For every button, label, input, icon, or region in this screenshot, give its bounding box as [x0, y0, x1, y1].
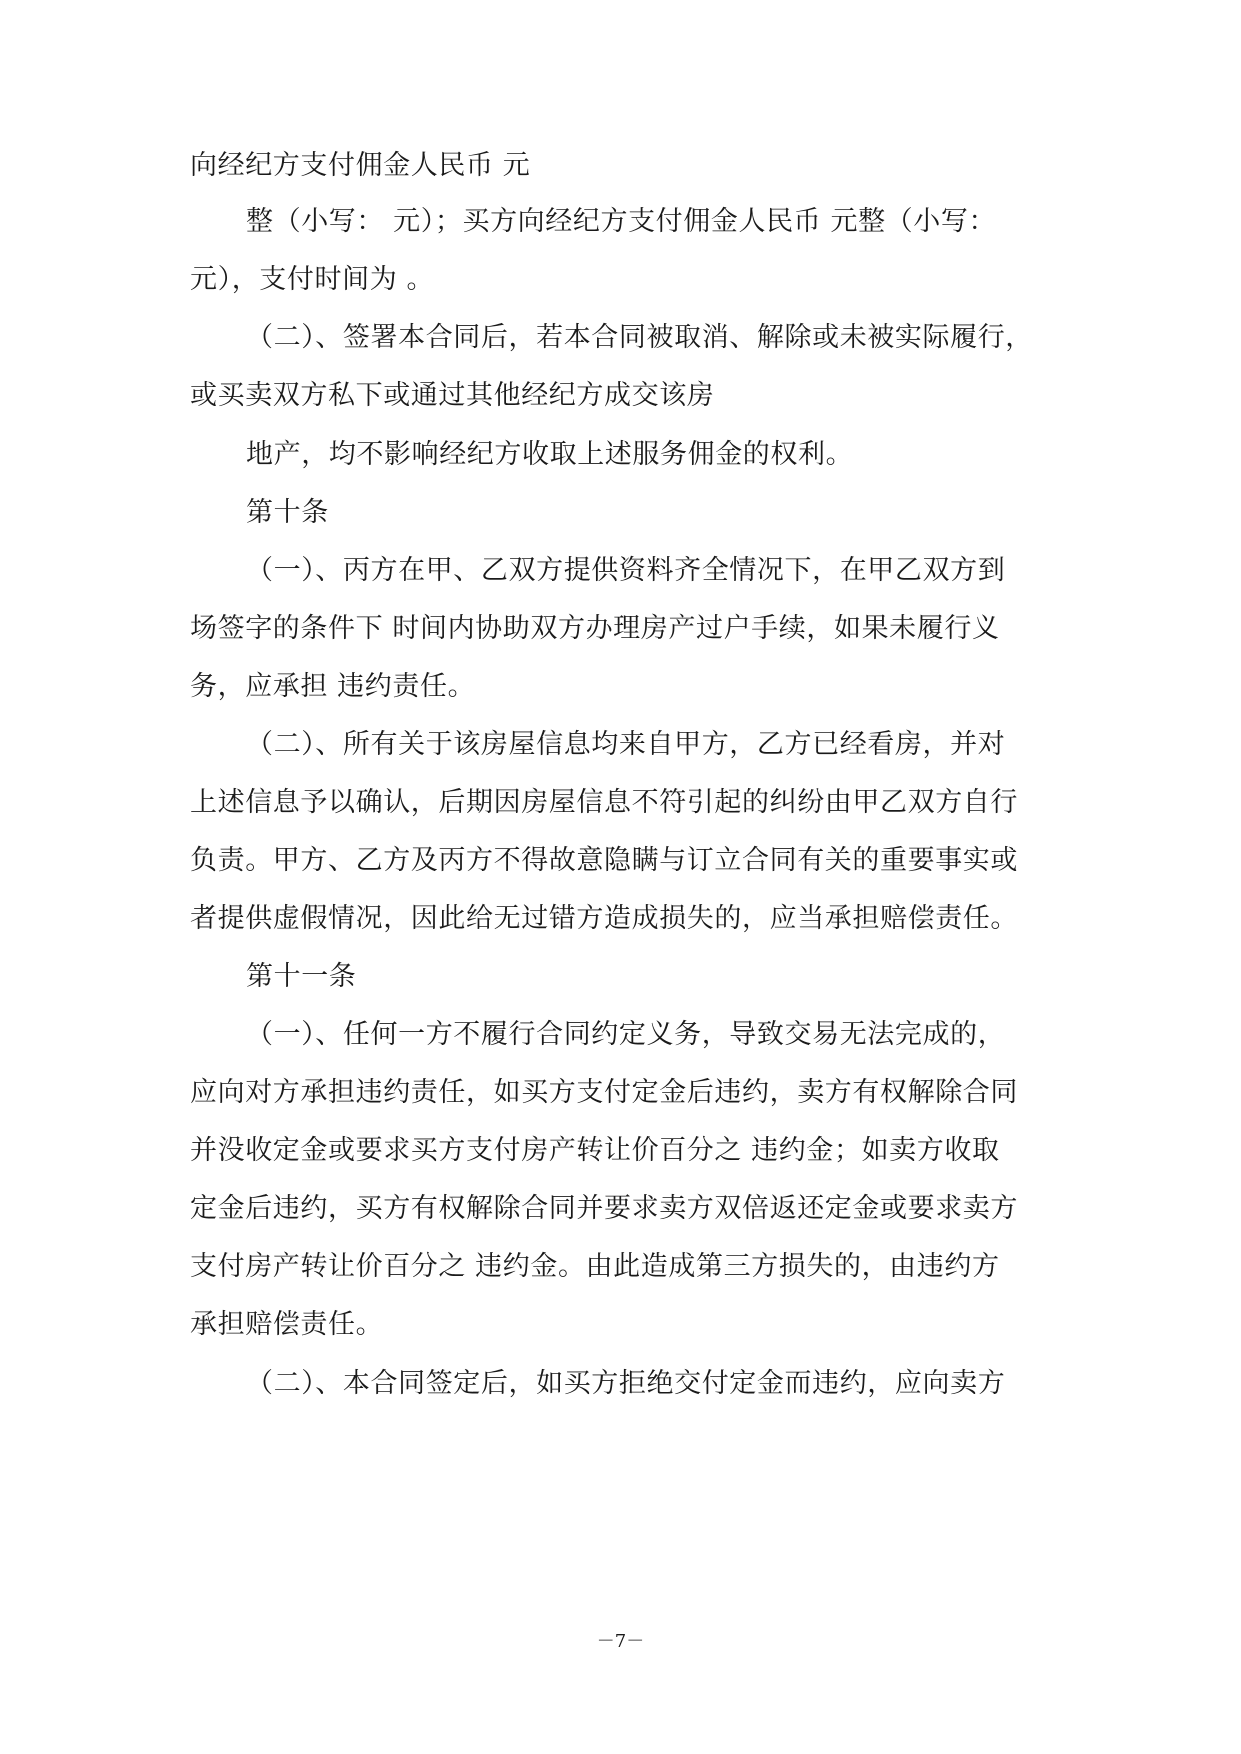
text-line: 上述信息予以确认，后期因房屋信息不符引起的纠纷由甲乙双方自行 — [190, 787, 1018, 818]
text-line: 负责。甲方、乙方及丙方不得故意隐瞒与订立合同有关的重要事实或 — [190, 845, 1018, 876]
text-line: 元），支付时间为 。 — [190, 264, 435, 295]
text-line: 地产，均不影响经纪方收取上述服务佣金的权利。 — [246, 439, 854, 470]
text-line: （一）、丙方在甲、乙双方提供资料齐全情况下，在甲乙双方到 — [246, 555, 1006, 586]
text-line: 支付房产转让价百分之 违约金。由此造成第三方损失的，由违约方 — [190, 1251, 1000, 1282]
text-line: 者提供虚假情况，因此给无过错方造成损失的，应当承担赔偿责任。 — [190, 903, 1018, 934]
text-line: （一）、任何一方不履行合同约定义务，导致交易无法完成的， — [246, 1019, 1006, 1050]
section-heading: 第十一条 — [246, 961, 357, 992]
text-line: 并没收定金或要求买方支付房产转让价百分之 违约金；如卖方收取 — [190, 1135, 1000, 1166]
section-heading: 第十条 — [246, 497, 329, 528]
text-line: 场签字的条件下 时间内协助双方办理房产过户手续，如果未履行义 — [190, 613, 1000, 644]
text-line: （二）、本合同签定后，如买方拒绝交付定金而违约，应向卖方 — [246, 1368, 1006, 1399]
text-line: 承担赔偿责任。 — [190, 1309, 384, 1340]
text-line: 整（小写： 元）；买方向经纪方支付佣金人民币 元整（小写： — [246, 206, 997, 237]
text-line: 应向对方承担违约责任，如买方支付定金后违约，卖方有权解除合同 — [190, 1077, 1018, 1108]
text-line: 务，应承担 违约责任。 — [190, 671, 476, 702]
text-line: 或买卖双方私下或通过其他经纪方成交该房 — [190, 380, 715, 411]
text-line: （二）、所有关于该房屋信息均来自甲方，乙方已经看房，并对 — [246, 729, 1006, 760]
text-line: （二）、签署本合同后，若本合同被取消、解除或未被实际履行， — [246, 322, 1033, 353]
text-line: 向经纪方支付佣金人民币 元 — [190, 150, 531, 181]
text-line: 定金后违约，买方有权解除合同并要求卖方双倍返还定金或要求卖方 — [190, 1193, 1018, 1224]
page-number: －7－ — [596, 1631, 645, 1652]
